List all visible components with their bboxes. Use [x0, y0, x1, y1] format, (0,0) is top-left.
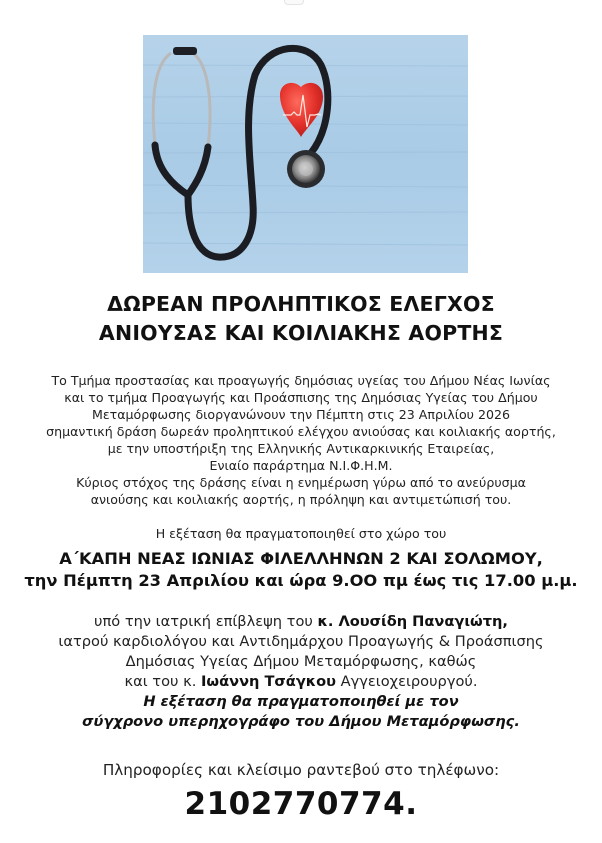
phone-number[interactable]: 2102770774. [184, 786, 418, 822]
intro-line: ανιούσης και κοιλιακής αορτής, η πρόληψη και αντιμετώπισή του. [90, 492, 512, 507]
title-line-1: ΔΩΡΕΑΝ ΠΡΟΛΗΠΤΙΚΟΣ ΕΛΕΓΧΟΣ [107, 292, 495, 316]
supervision-prefix: υπό την ιατρική επίβλεψη του [94, 613, 318, 630]
intro-paragraph [0, 372, 602, 508]
intro-line: Κύριος στόχος της δράσης είναι η ενημέρωση γύρω από το ανεύρυσμα [76, 475, 526, 490]
supervision-block [0, 612, 602, 732]
intro-line: και το τμήμα Προαγωγής και Προάσπισης της Δημόσιας Υγείας του Δήμου [64, 390, 538, 405]
supervision-line-2: ιατρού καρδιολόγου και Αντιδημάρχου Προαγωγής & Προάσπισης [58, 633, 544, 650]
venue-address: Α΄ΚΑΠΗ ΝΕΑΣ ΙΩΝΙΑΣ ΦΙΛΕΛΛΗΝΩΝ 2 ΚΑΙ ΣΟΛΩΜΟΥ, [59, 549, 543, 568]
stethoscope-heart-photo [143, 35, 468, 273]
intro-line: Ενιαίο παράρτημα Ν.Ι.Φ.Η.Μ. [209, 458, 393, 473]
ultrasound-note-2: σύγχρονο υπερηχογράφο του Δήμου Μεταμόρφωσης. [82, 713, 520, 730]
supervision-line-1 [0, 612, 602, 632]
page-title [0, 290, 602, 348]
intro-line: Μεταμόρφωσης διοργανώνουν την Πέμπτη στις 23 Απριλίου 2026 [91, 407, 511, 422]
supervision-line-4 [0, 672, 602, 692]
doctor-name-1: κ. Λουσίδη Παναγιώτη, [317, 613, 508, 630]
intro-line: σημαντική δράση δωρεάν προληπτικού ελέγχου ανιούσας και κοιλιακής αορτής, [46, 424, 556, 439]
stethoscope-heart-illustration [143, 35, 468, 273]
doctor-title-2: Αγγειοχειρουργού. [336, 673, 478, 690]
venue-datetime: την Πέμπτη 23 Απριλίου και ώρα 9.ΟΟ πμ έως τις 17.00 μ.μ. [24, 571, 578, 590]
venue-details [0, 548, 602, 592]
doctor-name-2: Ιωάννη Τσάγκου [200, 673, 337, 690]
top-handle [284, 0, 304, 5]
supervision-prefix-2: και του κ. [124, 673, 201, 690]
ultrasound-note-1: Η εξέταση θα πραγματοποιηθεί με τον [143, 693, 459, 710]
contact-label: Πληροφορίες και κλείσιμο ραντεβού στο τηλέφωνο: [102, 761, 500, 779]
location-intro: Η εξέταση θα πραγματοποιηθεί στο χώρο του [155, 526, 447, 541]
title-line-2: ΑΝΙΟΥΣΑΣ ΚΑΙ ΚΟΙΛΙΑΚΗΣ ΑΟΡΤΗΣ [98, 321, 504, 345]
supervision-line-3: Δημόσιας Υγείας Δήμου Μεταμόρφωσης, καθώς [125, 653, 477, 670]
intro-line: με την υποστήριξη της Ελληνικής Αντικαρκινικής Εταιρείας, [107, 441, 495, 456]
intro-line: Το Τμήμα προστασίας και προαγωγής δημόσιας υγείας του Δήμου Νέας Ιωνίας [51, 373, 551, 388]
